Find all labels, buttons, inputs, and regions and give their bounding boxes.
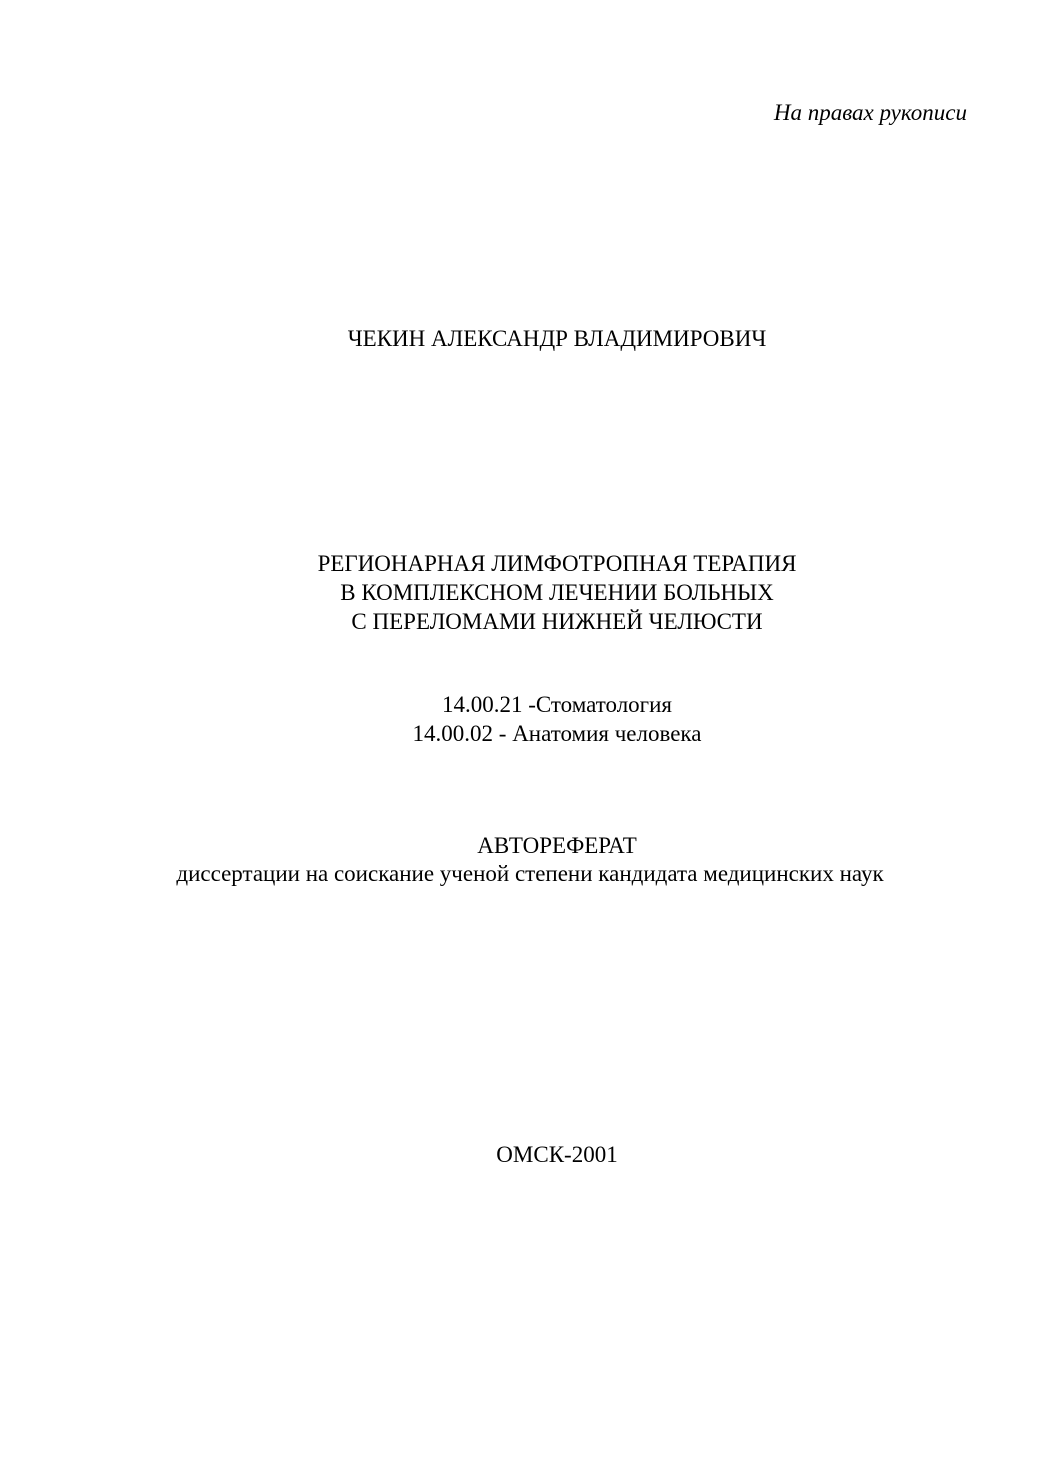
title-line-3: С ПЕРЕЛОМАМИ НИЖНЕЙ ЧЕЛЮСТИ	[351, 609, 763, 634]
specialty-1: 14.00.21 -Стоматология	[441, 692, 672, 717]
specialty-2: 14.00.02 - Анатомия человека	[412, 721, 702, 746]
author-name: ЧЕКИН АЛЕКСАНДР ВЛАДИМИРОВИЧ	[347, 326, 767, 351]
title-line-1: РЕГИОНАРНАЯ ЛИМФОТРОПНАЯ ТЕРАПИЯ	[317, 551, 797, 576]
manuscript-note: На правах рукописи	[773, 100, 967, 125]
document-description: диссертации на соискание ученой степени кандидата медицинских наук	[176, 861, 884, 886]
specialty-codes	[0, 690, 1039, 748]
dissertation-title	[0, 549, 1039, 636]
title-line-2: В КОМПЛЕКСНОМ ЛЕЧЕНИИ БОЛЬНЫХ	[340, 580, 774, 605]
place-and-year: ОМСК-2001	[496, 1142, 618, 1167]
document-type: АВТОРЕФЕРАТ	[477, 833, 637, 858]
